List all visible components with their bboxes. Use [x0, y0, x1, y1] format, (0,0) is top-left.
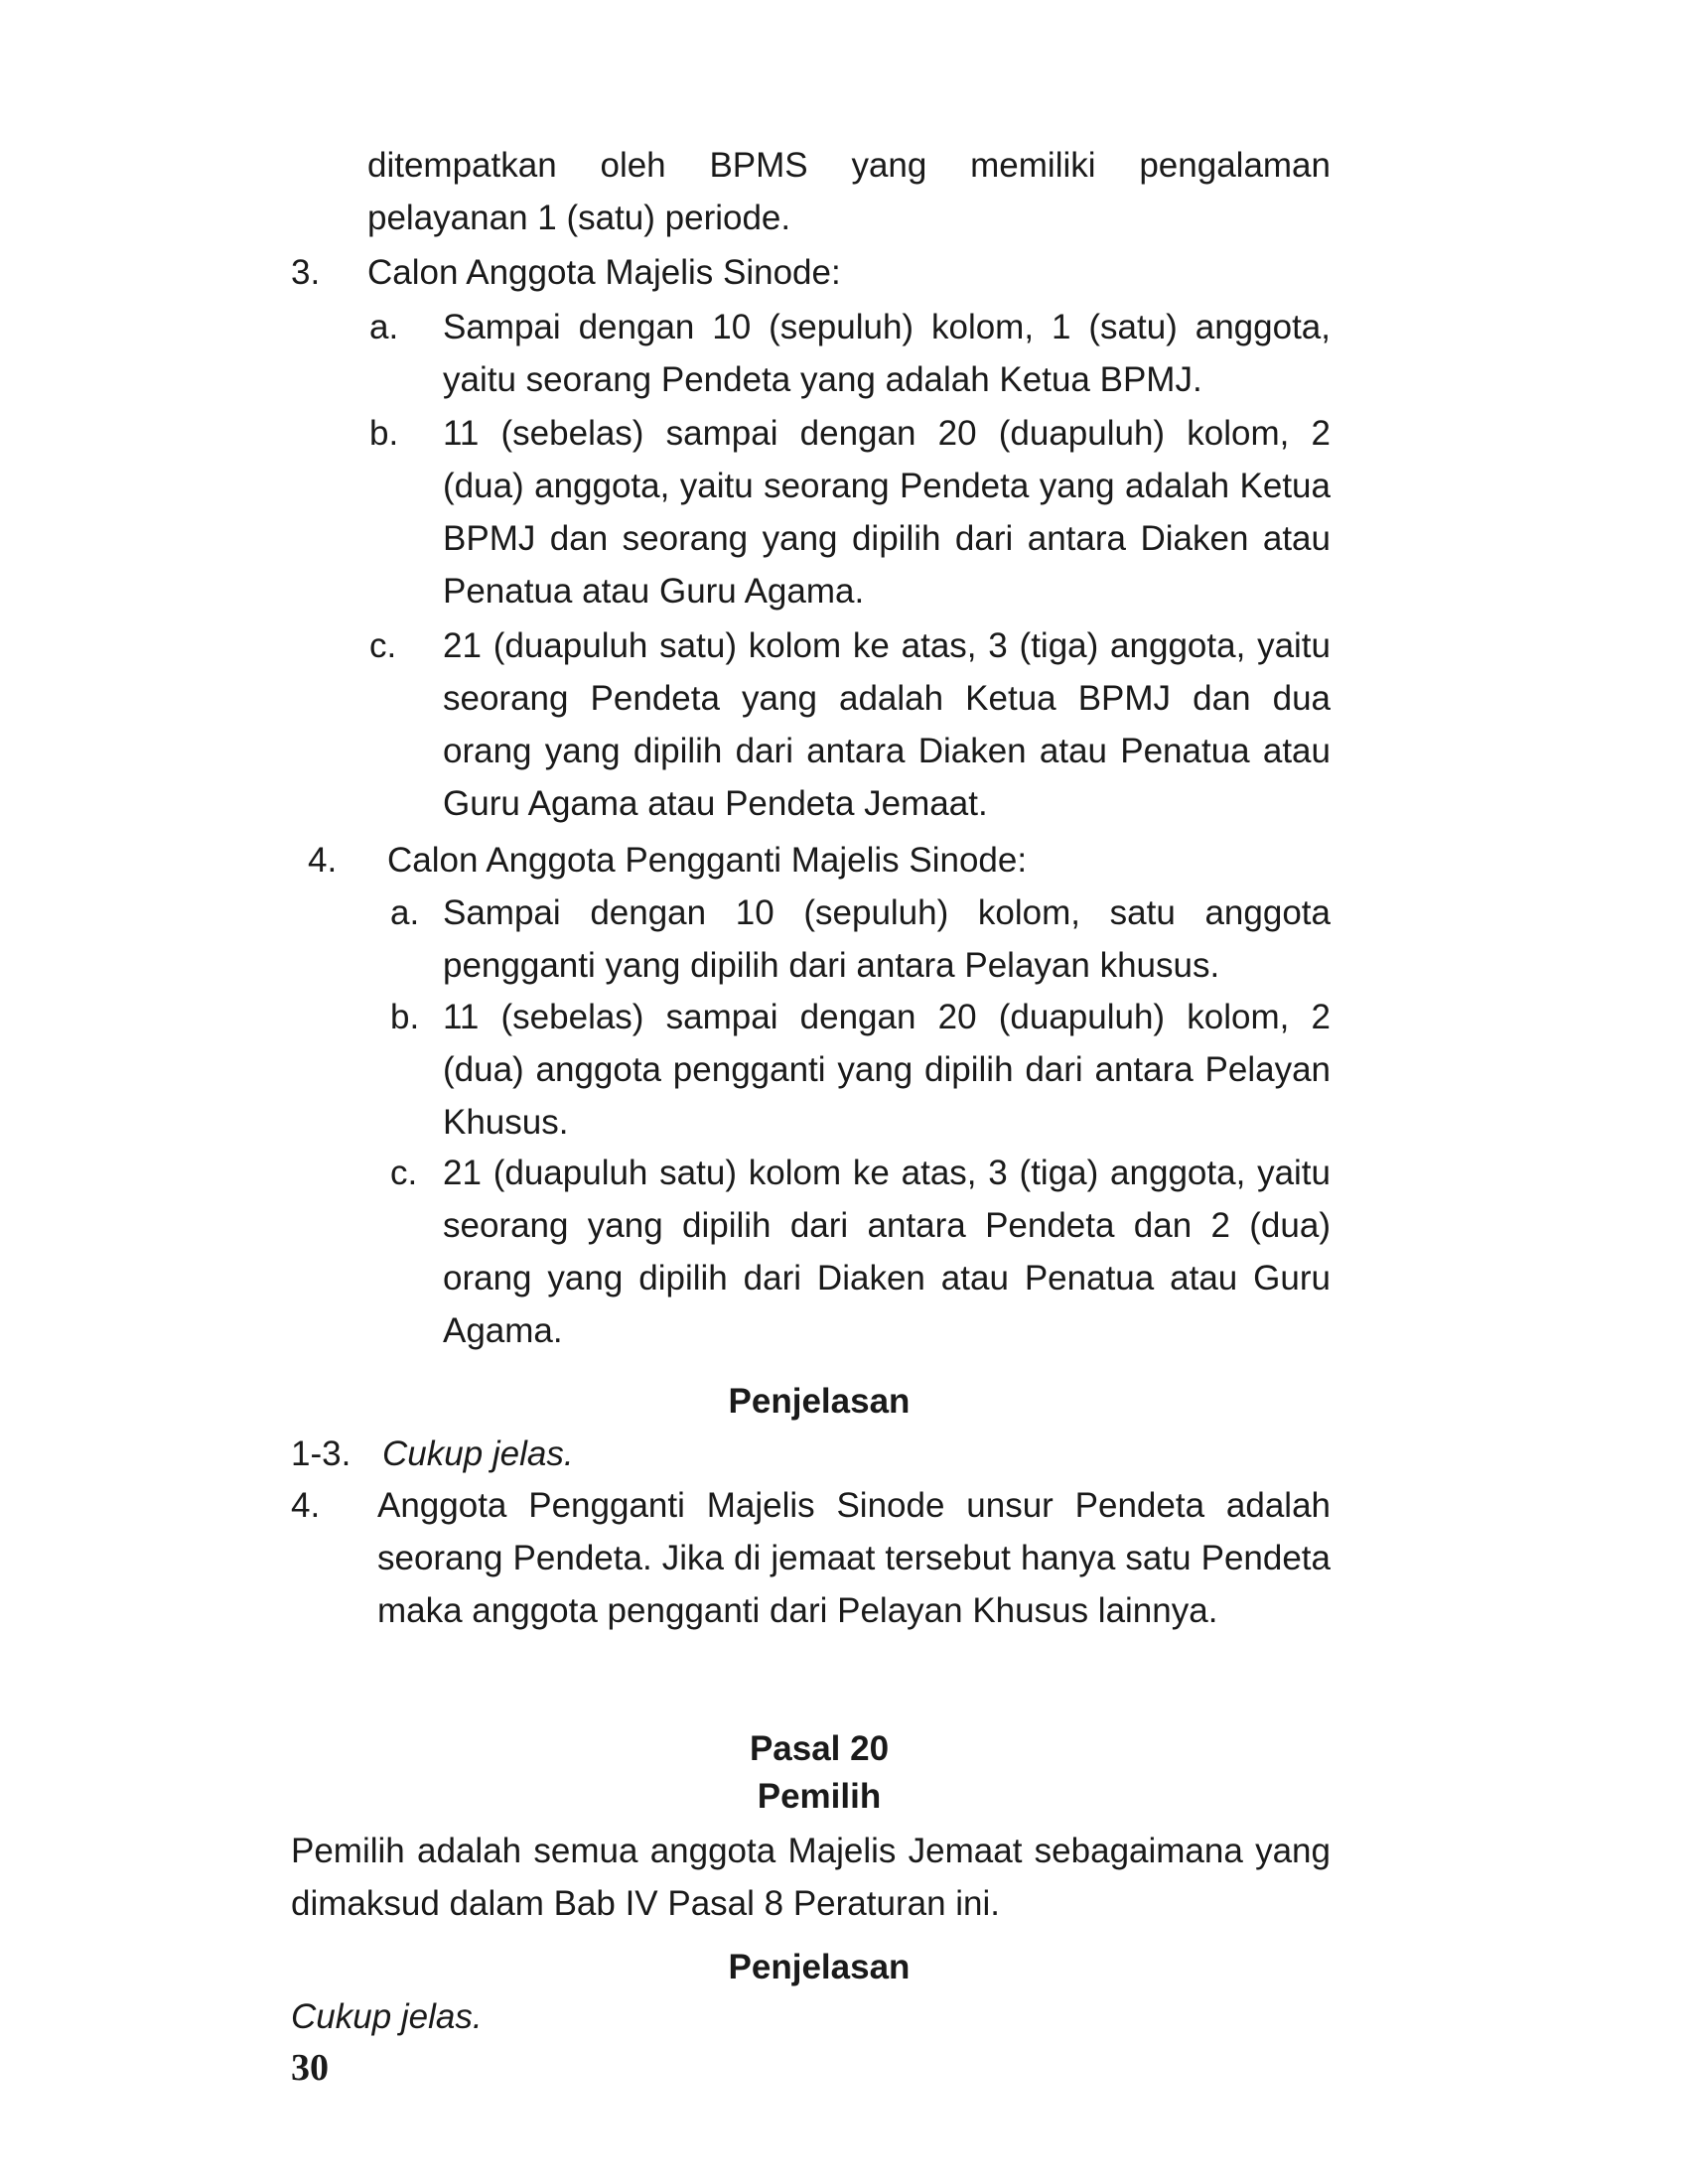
sub-item-label: a.: [369, 308, 399, 346]
section-heading: Penjelasan: [728, 1948, 911, 1986]
sub-item-label: a.: [390, 893, 420, 932]
sub-item-label: b.: [369, 414, 399, 453]
explanation-text: Cukup jelas.: [382, 1434, 574, 1473]
sub-item-label: b.: [390, 998, 420, 1036]
sub-item-label: c.: [390, 1154, 418, 1192]
explanation-number: 4.: [291, 1486, 321, 1525]
page-number: 30: [291, 2047, 329, 2089]
explanation-number: 1-3.: [291, 1434, 352, 1473]
sub-item-text: Sampai dengan 10 (sepuluh) kolom, 1 (satu) anggota, yaitu seorang Pendeta yang adalah Ketua BPMJ.: [443, 308, 1331, 399]
sub-item-text: 21 (duapuluh satu) kolom ke atas, 3 (tiga) anggota, yaitu seorang yang dipilih dari antara Pendeta dan 2 (dua) orang yang dipilih dari Diaken atau Penatua atau Guru Agama.: [443, 1154, 1331, 1350]
explanation-text: Anggota Pengganti Majelis Sinode unsur Pendeta adalah seorang Pendeta. Jika di jemaat tersebut hanya satu Pendeta maka anggota pengganti dari Pelayan Khusus lainnya.: [377, 1486, 1331, 1630]
article-number: Pasal 20: [749, 1729, 890, 1768]
sub-item-text: 11 (sebelas) sampai dengan 20 (duapuluh) kolom, 2 (dua) anggota, yaitu seorang Pendeta yang adalah Ketua BPMJ dan seorang yang dipilih dari antara Diaken atau Penatua atau Guru Agama.: [443, 414, 1331, 611]
item-title: Calon Anggota Pengganti Majelis Sinode:: [387, 841, 1028, 880]
article-title: Pemilih: [757, 1777, 882, 1816]
sub-item-text: Sampai dengan 10 (sepuluh) kolom, satu anggota pengganti yang dipilih dari antara Pelayan khusus.: [443, 893, 1331, 985]
item-title: Calon Anggota Majelis Sinode:: [367, 253, 841, 292]
item-number: 3.: [291, 253, 321, 292]
explanation-text: Cukup jelas.: [291, 1997, 483, 2036]
item-number: 4.: [308, 841, 338, 880]
continuation-paragraph: ditempatkan oleh BPMS yang memiliki pengalaman pelayanan 1 (satu) periode.: [367, 146, 1331, 237]
sub-item-text: 21 (duapuluh satu) kolom ke atas, 3 (tiga) anggota, yaitu seorang Pendeta yang adalah Ketua BPMJ dan dua orang yang dipilih dari antara Diaken atau Penatua atau Guru Agama atau Pendeta Jemaat.: [443, 626, 1331, 823]
article-body: Pemilih adalah semua anggota Majelis Jemaat sebagaimana yang dimaksud dalam Bab IV Pasal 8 Peraturan ini.: [291, 1832, 1331, 1923]
section-heading: Penjelasan: [728, 1382, 911, 1421]
sub-item-label: c.: [369, 626, 397, 665]
sub-item-text: 11 (sebelas) sampai dengan 20 (duapuluh) kolom, 2 (dua) anggota pengganti yang dipilih dari antara Pelayan Khusus.: [443, 998, 1331, 1142]
